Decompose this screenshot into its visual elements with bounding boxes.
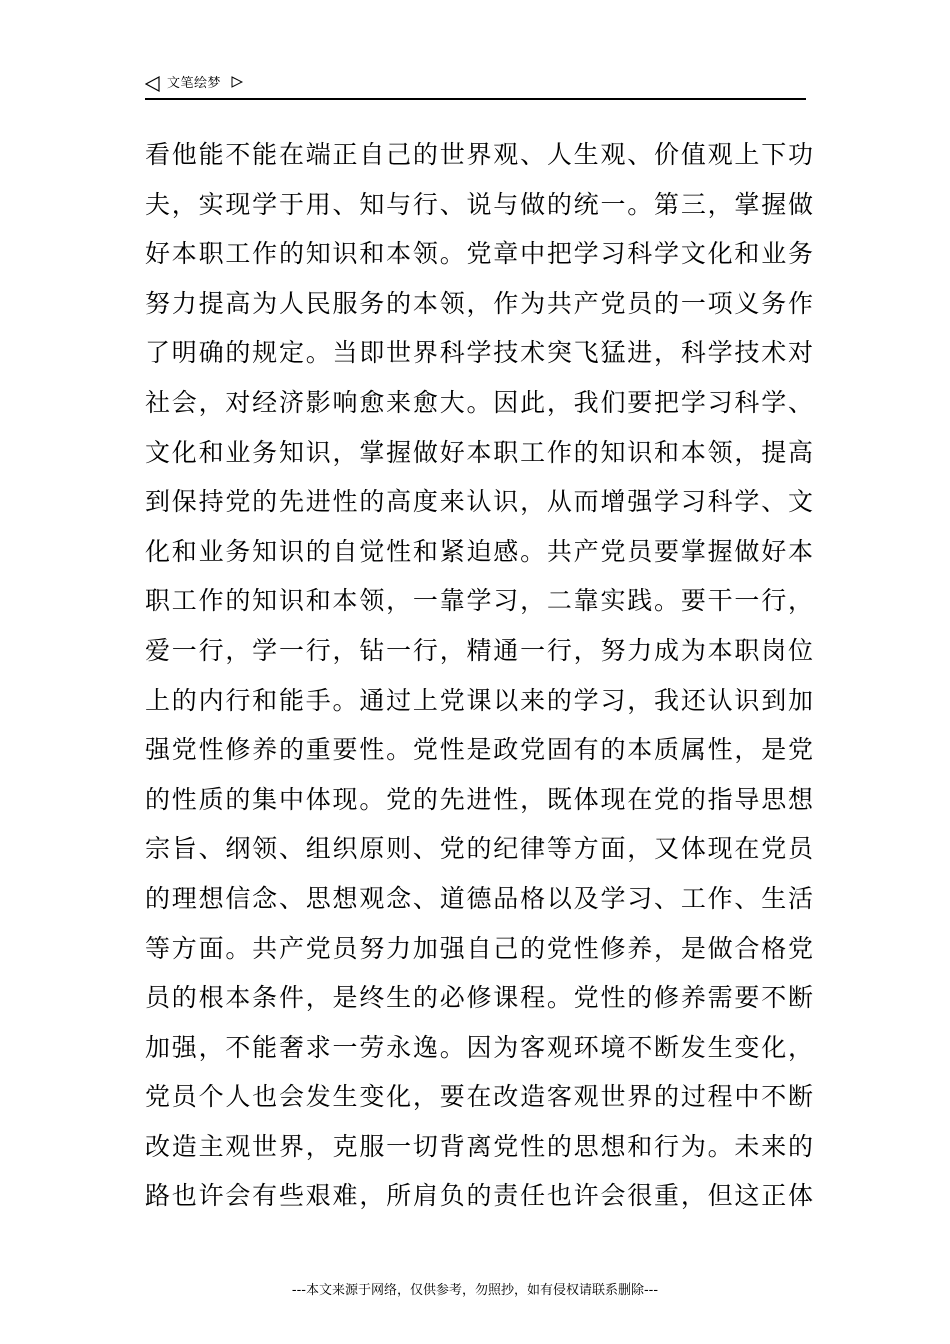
body-line: 的性质的集中体现。党的先进性，既体现在党的指导思想	[145, 784, 813, 814]
triangle-left-icon	[145, 76, 161, 92]
triangle-right-icon	[231, 76, 243, 88]
body-line: 职工作的知识和本领，一靠学习，二靠实践。要干一行，	[145, 586, 813, 616]
body-line: 路也许会有些艰难，所肩负的责任也许会很重，但这正体	[145, 1181, 813, 1211]
body-line: 看他能不能在端正自己的世界观、人生观、价值观上下功	[145, 140, 813, 169]
body-line: 的理想信念、思想观念、道德品格以及学习、工作、生活	[145, 883, 813, 913]
body-line: 强党性修养的重要性。党性是政党固有的本质属性，是党	[145, 735, 813, 765]
body-line: 好本职工作的知识和本领。党章中把学习科学文化和业务	[145, 239, 813, 269]
footer-notice: ---本文来源于网络，仅供参考，勿照抄，如有侵权请联系删除---	[291, 1283, 659, 1298]
page-header	[145, 74, 806, 100]
body-line: 宗旨、纲领、组织原则、党的纪律等方面，又体现在党员	[145, 834, 813, 864]
body-line: 改造主观世界，克服一切背离党性的思想和行为。未来的	[145, 1131, 813, 1161]
body-line: 到保持党的先进性的高度来认识，从而增强学习科学、文	[145, 487, 813, 517]
body-line: 努力提高为人民服务的本领，作为共产党员的一项义务作	[145, 288, 813, 318]
body-line: 等方面。共产党员努力加强自己的党性修养，是做合格党	[145, 933, 813, 963]
body-line: 文化和业务知识，掌握做好本职工作的知识和本领，提高	[145, 437, 813, 467]
body-line: 社会，对经济影响愈来愈大。因此，我们要把学习科学、	[145, 387, 813, 417]
body-line: 化和业务知识的自觉性和紧迫感。共产党员要掌握做好本	[145, 536, 813, 566]
header-brand: 文笔绘梦	[167, 76, 222, 91]
body-line: 党员个人也会发生变化，要在改造客观世界的过程中不断	[145, 1082, 813, 1112]
document-body	[145, 130, 813, 1221]
body-line: 爱一行，学一行，钻一行，精通一行，努力成为本职岗位	[145, 635, 813, 665]
body-line: 了明确的规定。当即世界科学技术突飞猛进，科学技术对	[145, 338, 813, 368]
body-line: 加强，不能奢求一劳永逸。因为客观环境不断发生变化，	[145, 1032, 813, 1062]
body-line: 员的根本条件，是终生的必修课程。党性的修养需要不断	[145, 983, 813, 1013]
body-line: 上的内行和能手。通过上党课以来的学习，我还认识到加	[145, 685, 813, 715]
body-line: 夫，实现学于用、知与行、说与做的统一。第三，掌握做	[145, 189, 813, 219]
